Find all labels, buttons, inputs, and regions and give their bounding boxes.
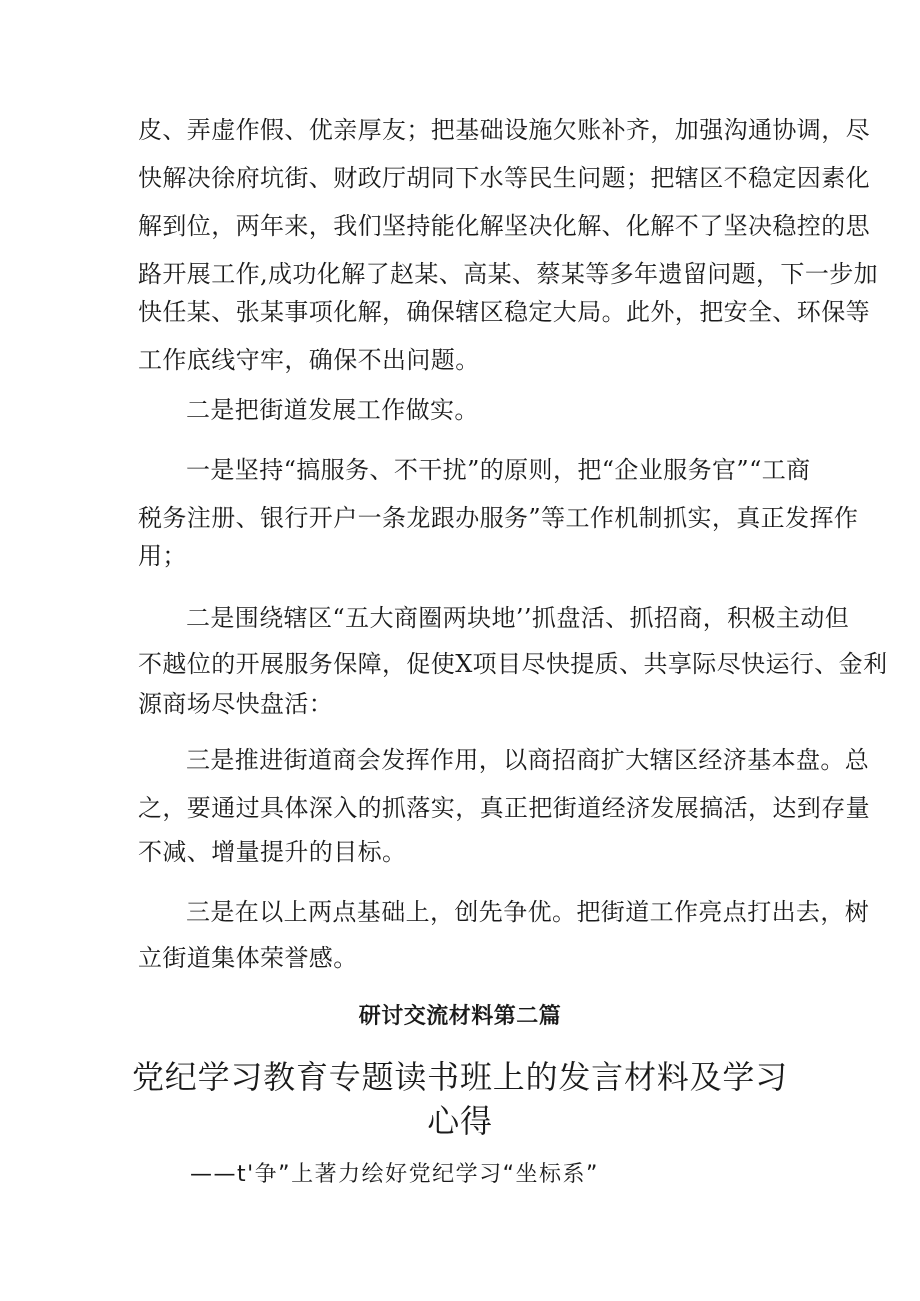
- section-label: 研讨交流材料第二篇: [358, 1004, 562, 1029]
- text-line: 之，要通过具体深入的抓落实，真正把街道经济发展搞活，达到存量: [138, 794, 870, 822]
- text-line: 工作底线守牢，确保不出问题。: [138, 346, 480, 374]
- text-line: 税务注册、银行开户一条龙跟办服务”等工作机制抓实，真正发挥作: [138, 504, 859, 532]
- text-line: 路开展工作,成功化解了赵某、高某、蔡某等多年遗留问题，下一步加: [138, 260, 879, 288]
- text-line: 用；: [138, 542, 187, 570]
- text-line: 源商场尽快盘活：: [138, 690, 334, 718]
- subtitle: ——t'争”上著力绘好党纪学习“坐标系”: [190, 1162, 599, 1187]
- text-line: 三是推进街道商会发挥作用，以商招商扩大辖区经济基本盘。总: [186, 746, 870, 774]
- text-line: 皮、弄虚作假、优亲厚友；把基础设施欠账补齐，加强沟通协调，尽: [138, 116, 870, 144]
- text-line: 解到位，两年来，我们坚持能化解坚决化解、化解不了坚决稳控的思: [138, 212, 870, 240]
- text-line: 一是坚持“搞服务、不干扰”的原则，把“企业服务官”“工商: [186, 456, 811, 484]
- text-line: 立街道集体荣誉感。: [138, 944, 358, 972]
- text-line: 二是围绕辖区“五大商圈两块地’’抓盘活、抓招商，积极主动但: [186, 604, 850, 632]
- main-title-line-2: 心得: [427, 1102, 493, 1140]
- text-line: 二是把街道发展工作做实。: [186, 396, 479, 424]
- text-line: 三是在以上两点基础上，创先争优。把街道工作亮点打出去，树: [186, 898, 870, 926]
- text-line: 不减、增量提升的目标。: [138, 838, 407, 866]
- text-line: 快任某、张某事项化解，确保辖区稳定大局。此外，把安全、环保等: [138, 298, 870, 326]
- main-title-line-1: 党纪学习教育专题读书班上的发言材料及学习: [131, 1058, 788, 1096]
- text-line: 快解决徐府坑街、财政厅胡同下水等民生问题；把辖区不稳定因素化: [138, 164, 870, 192]
- text-line: 不越位的开展服务保障，促使X项目尽快提质、共享际尽快运行、金利: [138, 650, 888, 678]
